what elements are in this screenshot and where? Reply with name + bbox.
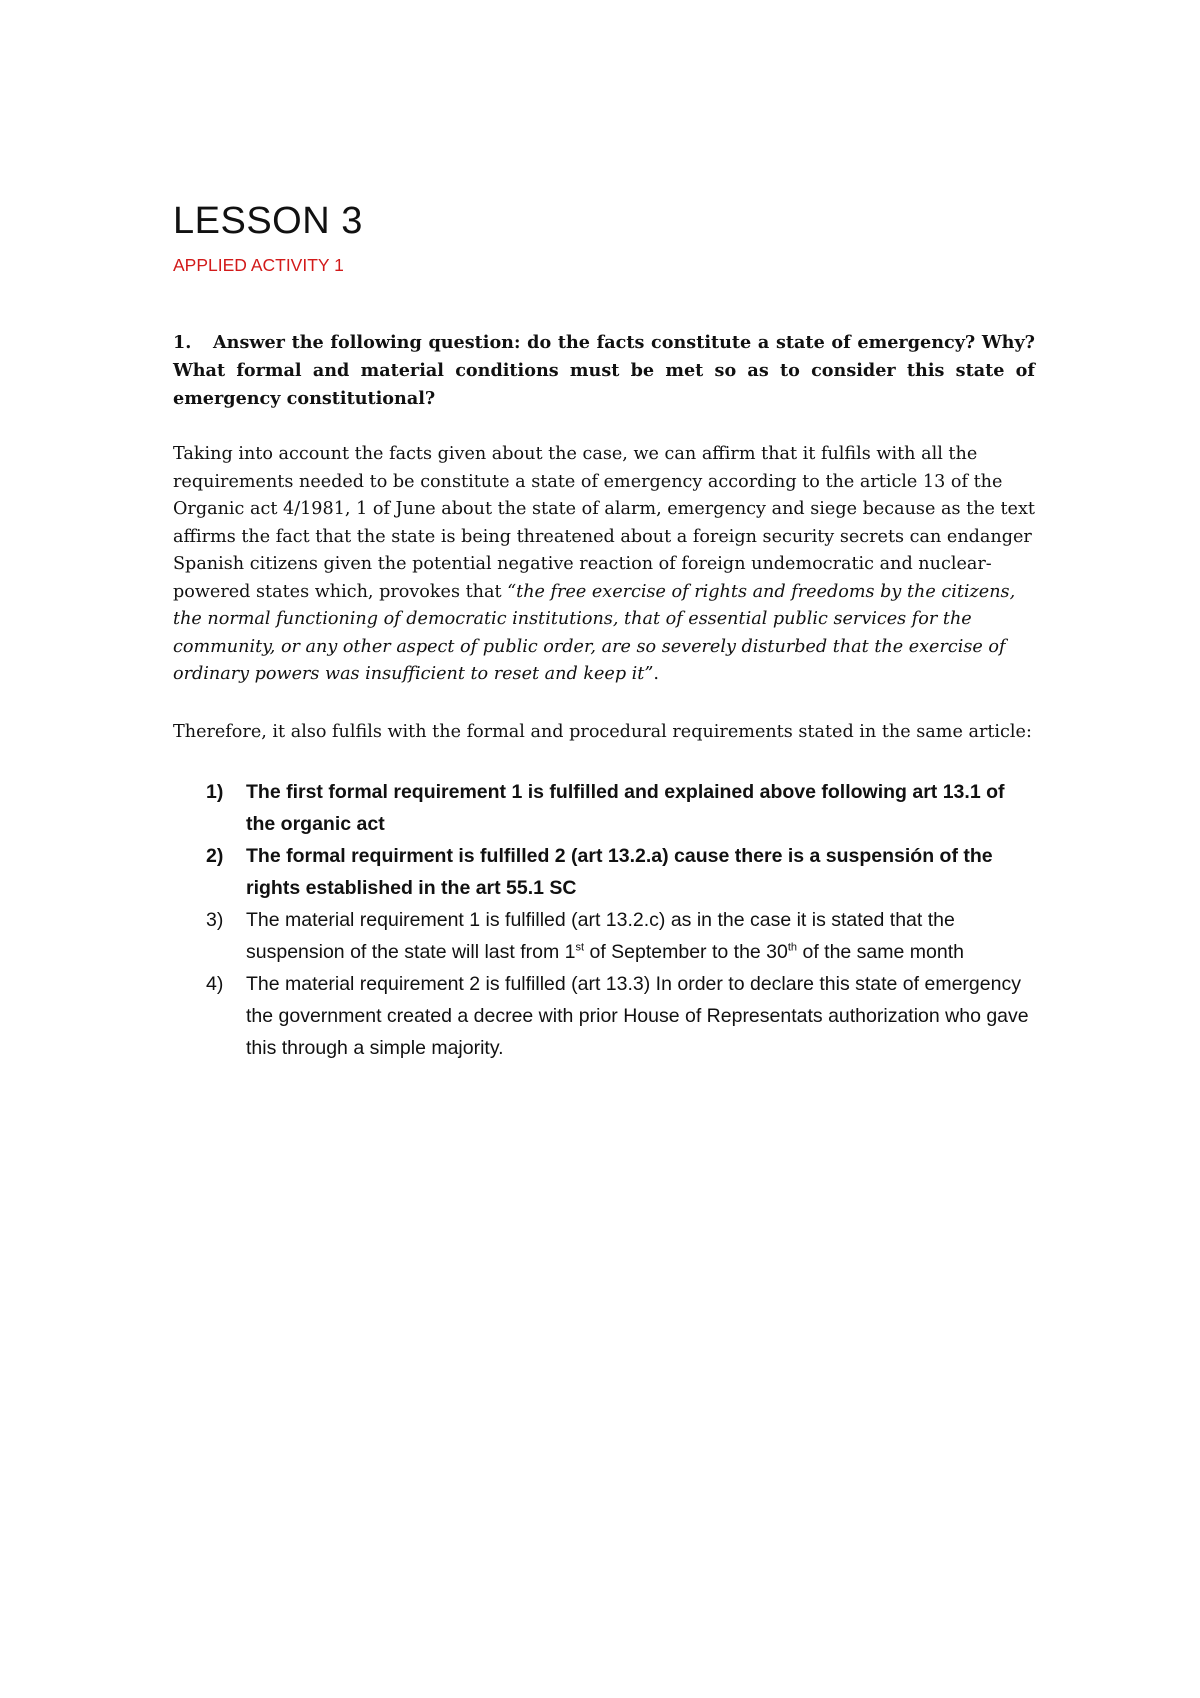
answer-text: Taking into account the facts given about the case, we can affirm that it fulfils with all the requirements needed to be constitute a state of emergency according to the article 13 of the Organic act 4/1981, 1 of June about the state of alarm, emergency and siege because as the text affirms the fact that the state is being threatened about a foreign security secrets can endanger Spanish citizens given the potential negative reaction of foreign undemocratic and nuclear-powered states which, provokes that (173, 444, 1035, 602)
superscript: th (787, 941, 798, 953)
list-item-text: The first formal requirement 1 is fulfilled and explained above following art 13.1 of the organic act (246, 780, 1005, 835)
list-item-text-part: of the same month (797, 940, 964, 963)
document-body (173, 197, 1035, 1064)
list-item (173, 840, 1035, 904)
lesson-title: LESSON 3 (173, 200, 363, 242)
article-quote: “the free exercise of rights and freedoms by the citizens, the normal functioning of democratic institutions, that of essential public services for the community, or any other aspect of public order, are so severely disturbed that the exercise of ordinary powers was insufficient to reset and keep it” (173, 581, 1016, 684)
list-marker: 4) (206, 972, 224, 995)
list-marker: 2) (206, 844, 224, 867)
list-item-text: The formal requirment is fulfilled 2 (art 13.2.a) cause there is a suspensión of the rights established in the art 55.1 SC (246, 844, 993, 899)
question-number: 1. (173, 332, 192, 353)
list-item-text-part: of September to the 30 (584, 940, 788, 963)
answer-ending: . (653, 664, 659, 684)
question-text: Answer the following question: do the facts constitute a state of emergency? Why? What formal and material conditions must be met so as to consider this state of emergency constitutional? (173, 332, 1035, 409)
list-marker: 3) (206, 908, 224, 931)
question-block (173, 329, 1035, 413)
answer-paragraph (173, 441, 1035, 689)
list-item (173, 776, 1035, 840)
activity-subtitle: APPLIED ACTIVITY 1 (173, 255, 344, 275)
list-item (173, 904, 1035, 968)
list-item-text-part: The material requirement 1 is fulfilled (art 13.2.c) as in the case it is stated that the suspension of the state will last from 1 (246, 908, 955, 963)
superscript: st (575, 941, 585, 953)
requirements-list (173, 776, 1035, 1064)
list-item-text (246, 909, 964, 963)
list-item (173, 968, 1035, 1064)
requirements-intro: Therefore, it also fulfils with the formal and procedural requirements stated in the same article: (173, 721, 1032, 742)
list-item-text: The material requirement 2 is fulfilled (art 13.3) In order to declare this state of emergency the government created a decree with prior House of Representats authorization who gave this through a simple majority. (246, 972, 1029, 1059)
list-marker: 1) (206, 780, 224, 803)
